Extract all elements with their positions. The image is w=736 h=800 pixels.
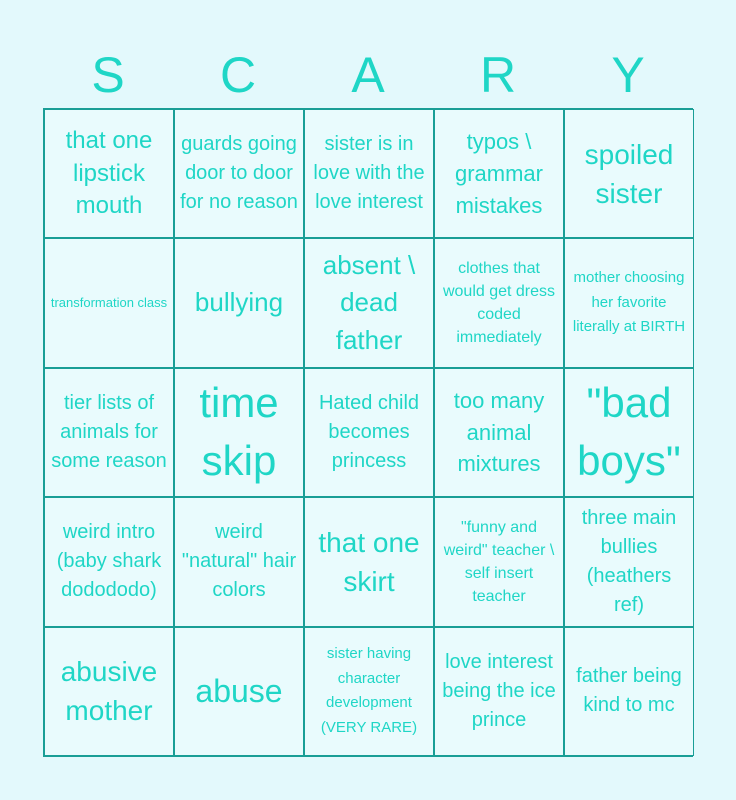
bingo-cell[interactable] (564, 109, 694, 238)
cell-text: typos \ grammar mistakes (454, 128, 543, 218)
cell-text: bullying (194, 287, 284, 318)
header-letter-s: S (91, 47, 125, 103)
bingo-cell[interactable] (44, 109, 174, 238)
cell-text: "bad boys" (577, 378, 681, 485)
cell-text: clothes that would get dress coded immediately (442, 259, 556, 347)
bingo-cell[interactable] (434, 238, 564, 367)
bingo-cell[interactable] (44, 368, 174, 497)
bingo-cell[interactable] (174, 627, 304, 756)
bingo-cell[interactable] (304, 627, 434, 756)
cell-text: that one skirt (318, 526, 420, 597)
cell-text: that one lipstick mouth (65, 127, 153, 219)
bingo-header (43, 42, 693, 108)
bingo-cell[interactable] (564, 368, 694, 497)
header-letter-a: A (351, 47, 385, 103)
bingo-cell[interactable] (174, 368, 304, 497)
bingo-cell[interactable] (564, 497, 694, 626)
header-letter-r: R (479, 47, 517, 103)
cell-text: mother choosing her favorite literally at BIRTH (572, 268, 686, 336)
bingo-cell[interactable] (304, 238, 434, 367)
bingo-cell[interactable] (434, 627, 564, 756)
cell-text: love interest being the ice prince (442, 650, 556, 731)
bingo-cell[interactable] (304, 497, 434, 626)
bingo-cell[interactable] (174, 497, 304, 626)
bingo-cell[interactable] (564, 627, 694, 756)
cell-text: too many animal mixtures (453, 387, 545, 477)
cell-text: transformation class (50, 295, 168, 311)
bingo-cell[interactable] (44, 627, 174, 756)
bingo-cell[interactable] (44, 497, 174, 626)
bingo-cell[interactable] (174, 109, 304, 238)
cell-text: weird intro (baby shark dodododo) (56, 521, 162, 602)
cell-text: Hated child becomes princess (318, 391, 420, 472)
bingo-cell[interactable] (434, 109, 564, 238)
cell-text: sister having character development (VERY RARE) (320, 644, 418, 737)
cell-text: weird "natural" hair colors (181, 521, 297, 602)
cell-text: time skip (199, 378, 279, 485)
cell-text: abusive mother (60, 656, 158, 727)
cell-text: absent \ dead father (322, 249, 416, 355)
cell-text: sister is in love with the love interest (313, 133, 425, 214)
cell-text: "funny and weird" teacher \ self insert teacher (443, 518, 555, 606)
bingo-cell[interactable] (434, 497, 564, 626)
cell-text: three main bullies (heathers ref) (581, 506, 677, 616)
cell-text: tier lists of animals for some reason (51, 391, 167, 472)
bingo-cell[interactable] (434, 368, 564, 497)
cell-text: father being kind to mc (576, 665, 682, 717)
header-letter-c: C (219, 47, 257, 103)
bingo-cell[interactable] (304, 368, 434, 497)
bingo-cell[interactable] (564, 238, 694, 367)
cell-text: guards going door to door for no reason (180, 133, 298, 214)
cell-text: spoiled sister (584, 138, 674, 209)
bingo-grid (43, 108, 693, 757)
bingo-cell[interactable] (174, 238, 304, 367)
header-letter-y: Y (611, 47, 645, 103)
cell-text: abuse (195, 673, 283, 710)
bingo-cell[interactable] (44, 238, 174, 367)
bingo-cell[interactable] (304, 109, 434, 238)
